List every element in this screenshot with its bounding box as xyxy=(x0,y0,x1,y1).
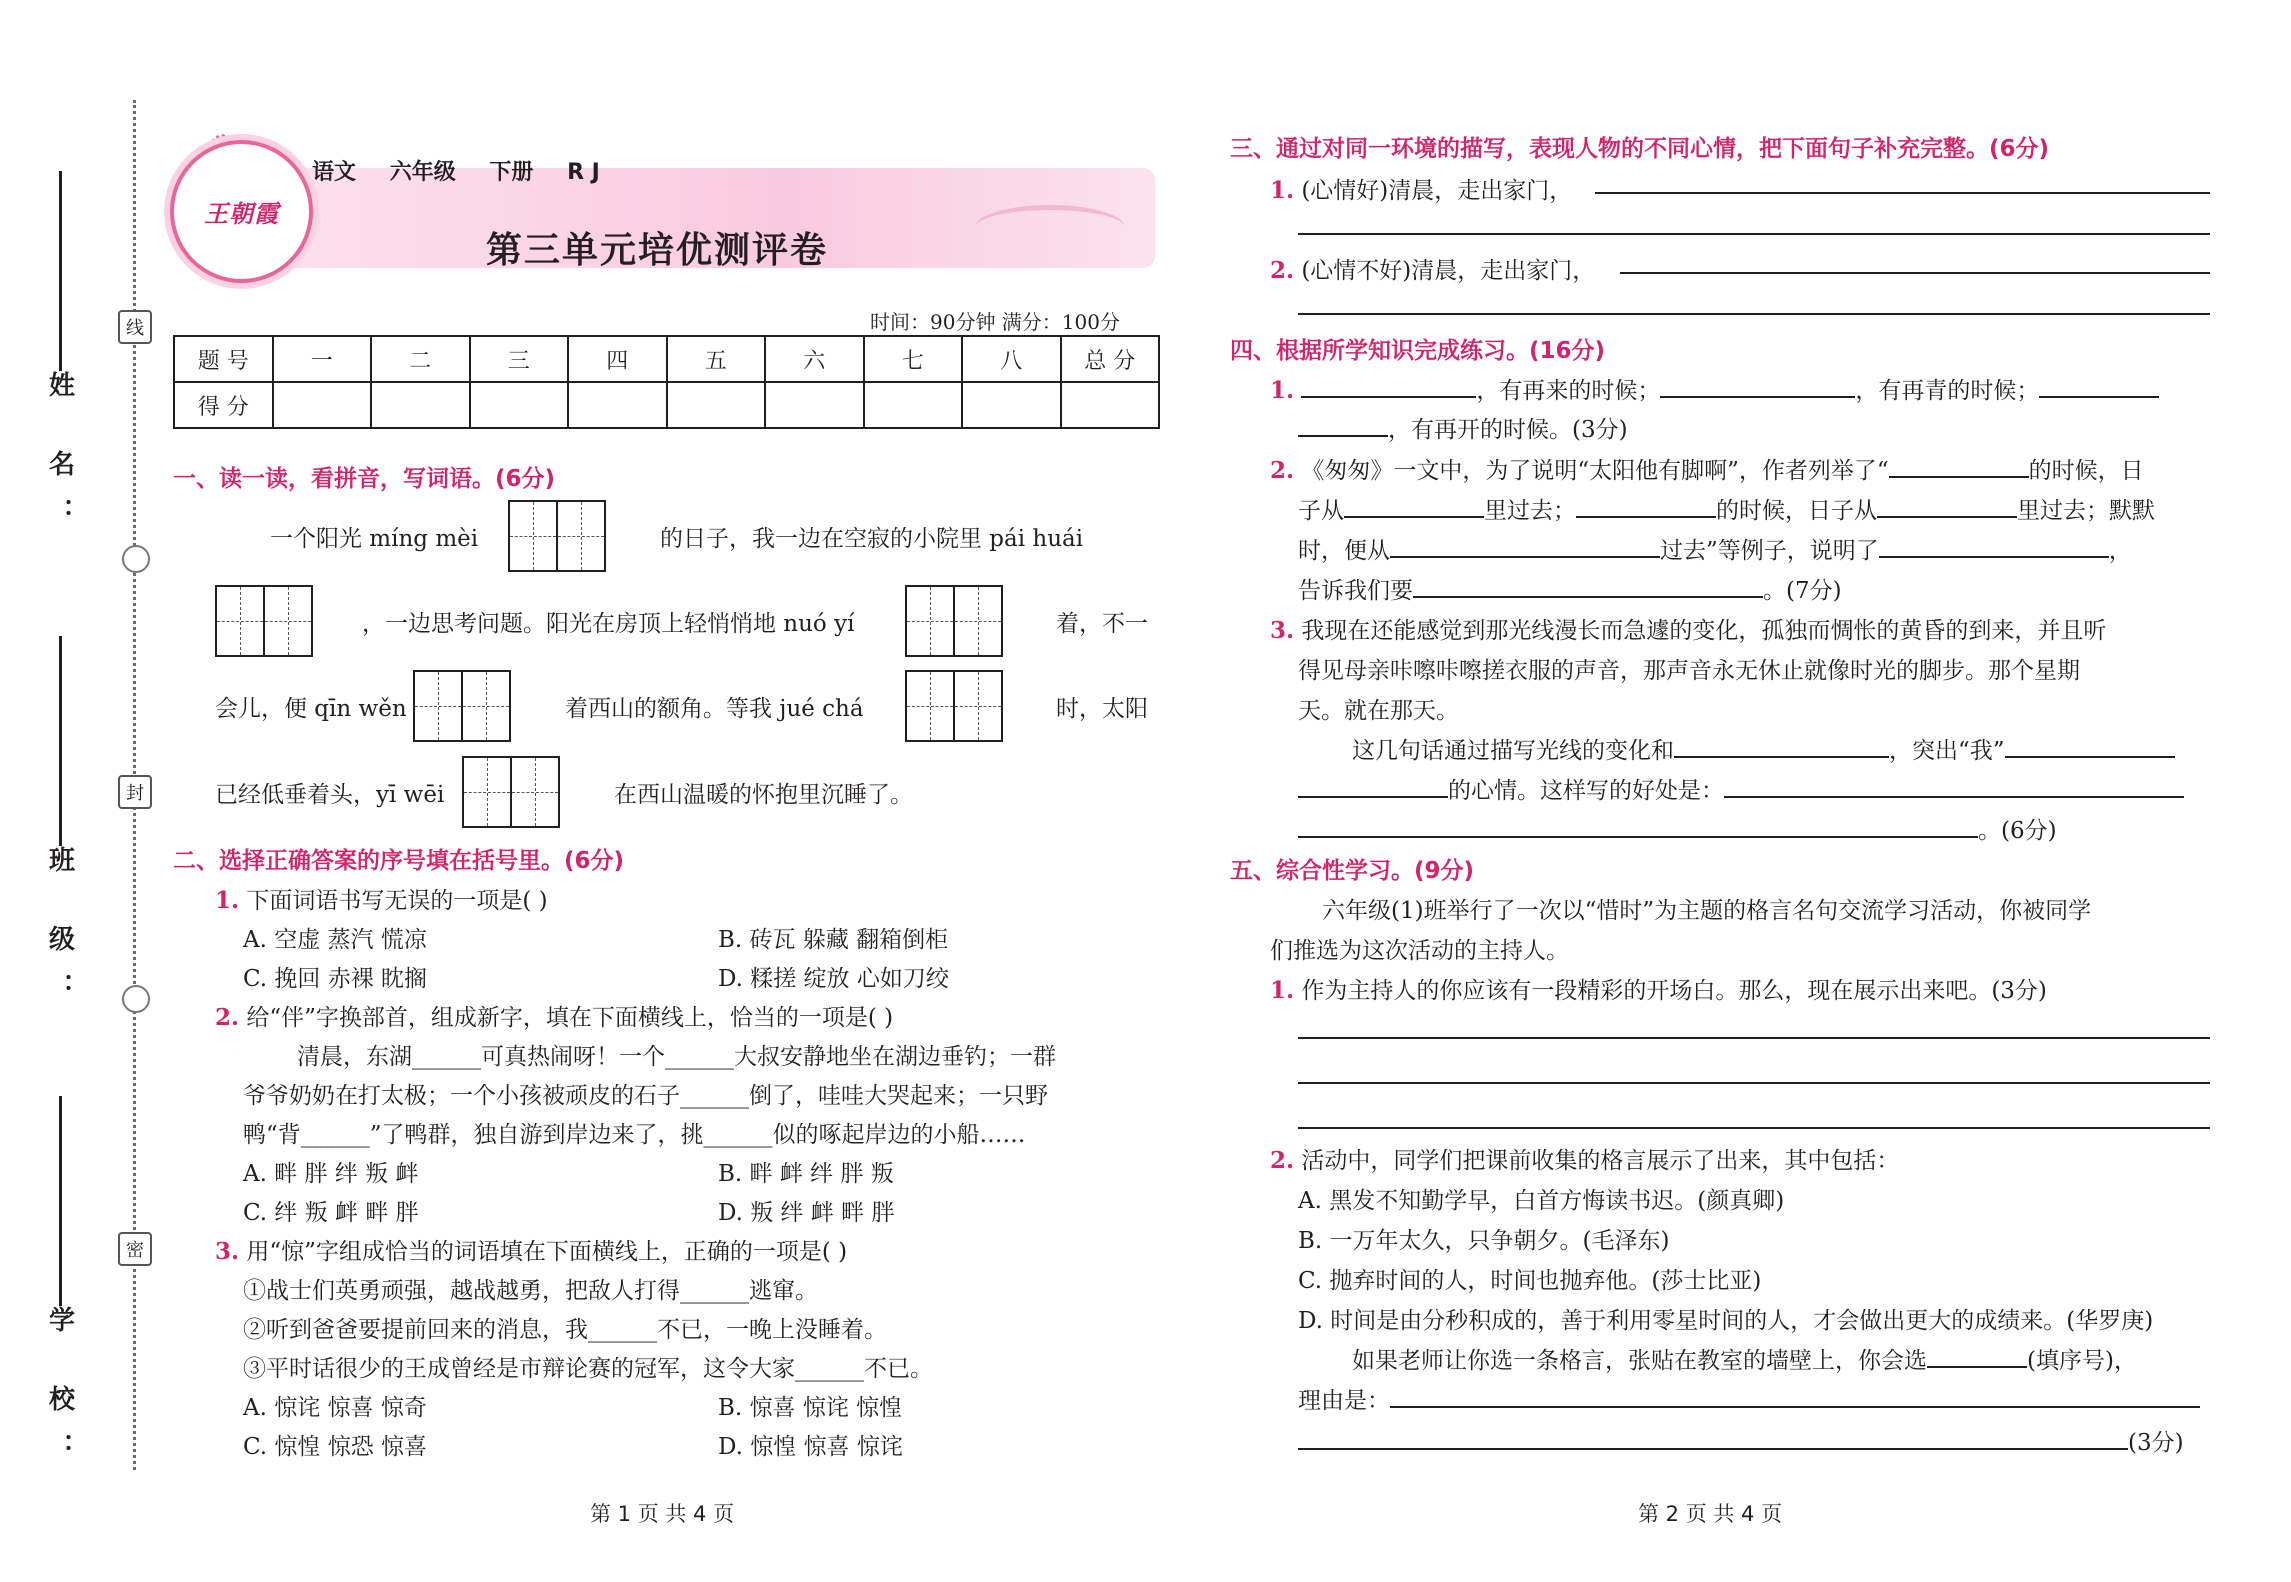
s4-q2-line2 xyxy=(1298,492,2155,525)
s4-q1-part2: ，有再青的时候； xyxy=(1855,378,2040,404)
binding-mark-dense: 密 xyxy=(118,1232,152,1266)
s5-q2-prompt-b: (填序号)， xyxy=(2027,1348,2137,1374)
fill-blank[interactable] xyxy=(1298,1428,2128,1450)
score-input-cell[interactable] xyxy=(864,382,963,428)
fill-blank[interactable] xyxy=(1927,1346,2027,1368)
fill-blank[interactable] xyxy=(1298,816,1978,838)
question-number: 2. xyxy=(1270,257,1295,284)
question-number: 2. xyxy=(215,1004,240,1031)
s4-q3-part4b: ，突出“我” xyxy=(1889,738,2005,764)
fill-blank[interactable] xyxy=(2005,736,2175,758)
s4-q2-part1b: 的时候，日 xyxy=(2028,458,2144,484)
s2-q2-para2: 爷爷奶奶在打太极；一个小孩被顽皮的石子______倒了，哇哇大哭起来；一只野 xyxy=(243,1083,1048,1109)
section-5-title: 五、综合性学习。(9分) xyxy=(1230,858,1475,884)
edition: R J xyxy=(567,160,600,185)
binding-mark-line: 线 xyxy=(118,310,152,344)
question-number: 3. xyxy=(215,1238,240,1265)
section-4-title: 四、根据所学知识完成练习。(16分) xyxy=(1230,338,1606,364)
s4-q3-line3: 天。就在那天。 xyxy=(1298,698,1459,724)
score-table-score-row xyxy=(174,382,1159,428)
s5-q2-reason xyxy=(1298,1382,2200,1415)
question-number: 1. xyxy=(215,887,240,914)
s4-q3-line4 xyxy=(1352,732,2175,765)
score-cell: 一 xyxy=(273,336,372,382)
s2-q1-option-b: B. 砖瓦 躲藏 翻箱倒柜 xyxy=(718,927,949,953)
fill-blank[interactable] xyxy=(1889,456,2029,478)
s4-q2-part2d: 里过去；默默 xyxy=(2017,498,2155,524)
question-number: 1. xyxy=(1270,177,1295,204)
s4-q3-line5 xyxy=(1298,772,2184,805)
s1-line3c: 时，太阳 xyxy=(1056,696,1148,722)
page-footer-left: 第 1 页 共 4 页 xyxy=(590,1502,735,1526)
s1-line1b: 的日子，我一边在空寂的小院里 pái huái xyxy=(660,526,1084,552)
s2-q2 xyxy=(215,999,893,1032)
s4-q2-part3c: ， xyxy=(2108,538,2132,564)
answer-line[interactable] xyxy=(1298,1082,2210,1084)
score-input-cell[interactable] xyxy=(273,382,372,428)
class-field xyxy=(40,630,80,1021)
right-page xyxy=(1190,0,2290,1582)
subject-line xyxy=(312,155,626,186)
score-cell: 七 xyxy=(864,336,963,382)
tiange-box-paihuai[interactable] xyxy=(215,585,313,657)
s2-q3-option-b: B. 惊喜 惊诧 惊惶 xyxy=(718,1395,903,1421)
s2-q2-option-a: A. 畔 胖 绊 叛 衅 xyxy=(243,1161,419,1187)
s4-q1-part1: ，有再来的时候； xyxy=(1476,378,1661,404)
s4-q2-part4b: 。(7分) xyxy=(1763,578,1842,604)
answer-line[interactable] xyxy=(1298,313,2210,315)
s4-q2-part2c: 的时候，日子从 xyxy=(1716,498,1877,524)
s4-q2-line4 xyxy=(1298,572,1842,605)
fill-blank[interactable] xyxy=(1660,376,1855,398)
score-cell: 六 xyxy=(765,336,864,382)
name-label: 姓 名： xyxy=(44,371,75,547)
term: 下册 xyxy=(489,160,534,185)
s4-q2-part1: 《匆匆》一文中，为了说明“太阳他有脚啊”，作者列举了“ xyxy=(1301,458,1889,484)
s5-intro-2: 们推选为这次活动的主持人。 xyxy=(1270,938,1569,964)
s3-q2-text: (心情不好)清晨，走出家门， xyxy=(1301,258,1596,284)
score-cell: 八 xyxy=(962,336,1061,382)
score-input-cell[interactable] xyxy=(667,382,766,428)
binding-circle-1 xyxy=(122,545,150,573)
s5-q2-reason-label: 理由是： xyxy=(1298,1388,1390,1414)
s4-q2-line1 xyxy=(1270,452,2144,485)
exam-title: 第三单元培优测评卷 xyxy=(486,230,829,271)
s2-q3-item3: ③平时话很少的王成曾经是市辩论赛的冠军，这令大家______不已。 xyxy=(243,1356,933,1382)
fill-blank[interactable] xyxy=(1413,576,1763,598)
subject: 语文 xyxy=(312,160,357,185)
s2-q2-option-d: D. 叛 绊 衅 畔 胖 xyxy=(718,1200,895,1226)
s1-line2a: ，一边思考问题。阳光在房顶上轻悄悄地 nuó yí xyxy=(362,611,855,637)
s4-q3-line2: 得见母亲咔嚓咔嚓搓衣服的声音，那声音永无休止就像时光的脚步。那个星期 xyxy=(1298,658,2080,684)
logo-text: 王朝霞 xyxy=(204,199,279,228)
score-input-cell[interactable] xyxy=(371,382,470,428)
s4-q1-line1 xyxy=(1270,372,2159,405)
s2-q3-option-c: C. 惊惶 惊恐 惊喜 xyxy=(243,1434,428,1460)
s5-q2-reason-line2 xyxy=(1298,1424,2184,1457)
s4-q3-part4a: 这几句话通过描写光线的变化和 xyxy=(1352,738,1674,764)
name-field xyxy=(40,165,80,546)
page-footer-right: 第 2 页 共 4 页 xyxy=(1638,1502,1783,1526)
s1-line2b: 着，不一 xyxy=(1056,611,1148,637)
s2-q1-option-d: D. 糅搓 绽放 心如刀绞 xyxy=(718,966,949,992)
s2-q1-text: 下面词语书写无误的一项是( ) xyxy=(246,888,548,914)
grade: 六年级 xyxy=(389,160,456,185)
fill-blank[interactable] xyxy=(1344,496,1484,518)
section-3-title: 三、通过对同一环境的描写，表现人物的不同心情，把下面句子补充完整。(6分) xyxy=(1230,136,2050,162)
binding-mark-seal: 封 xyxy=(118,775,152,809)
s2-q1-option-c: C. 挽回 赤裸 眈搁 xyxy=(243,966,428,992)
s5-q2-option-a: A. 黑发不知勤学早，白首方悔读书迟。(颜真卿) xyxy=(1298,1188,1785,1214)
s2-q3-option-a: A. 惊诧 惊喜 惊奇 xyxy=(243,1395,427,1421)
s2-q2-para1: 清晨，东湖______可真热闹呀！一个______大叔安静地坐在湖边垂钓；一群 xyxy=(297,1044,1056,1070)
fill-blank[interactable] xyxy=(1390,536,1660,558)
s5-q1 xyxy=(1270,972,2047,1005)
s5-q2-text: 活动中，同学们把课前收集的格言展示了出来，其中包括： xyxy=(1301,1148,1900,1174)
question-number: 1. xyxy=(1270,377,1295,404)
s2-q2-option-c: C. 绊 叛 衅 畔 胖 xyxy=(243,1200,419,1226)
class-label: 班 级： xyxy=(44,846,75,1022)
score-table xyxy=(173,335,1160,429)
score-cell: 三 xyxy=(470,336,569,382)
s4-q3-line1 xyxy=(1270,612,2106,645)
school-underline[interactable] xyxy=(59,1096,62,1306)
s5-q2-score: (3分) xyxy=(2128,1430,2184,1456)
s2-q2-text: 给“伴”字换部首，组成新字，填在下面横线上，恰当的一项是( ) xyxy=(246,1005,894,1031)
s4-q3-score: 。(6分) xyxy=(1978,818,2057,844)
s5-q2-option-b: B. 一万年太久，只争朝夕。(毛泽东) xyxy=(1298,1228,1670,1254)
s2-q2-option-b: B. 畔 衅 绊 胖 叛 xyxy=(718,1161,894,1187)
score-label-cell: 得 分 xyxy=(174,382,273,428)
fill-blank[interactable] xyxy=(1298,415,1388,437)
s4-q1-part3: ，有再开的时候。(3分) xyxy=(1388,417,1628,443)
s4-q2-part3b: 过去”等例子，说明了 xyxy=(1660,538,1879,564)
s4-q2-line3 xyxy=(1298,532,2132,565)
s5-q2-option-d: D. 时间是由分秒积成的，善于利用零星时间的人，才会做出更大的成绩来。(华罗庚) xyxy=(1298,1308,2154,1334)
s4-q3-part5a: 的心情。这样写的好处是： xyxy=(1448,778,1724,804)
tiange-box-nuoyi[interactable] xyxy=(905,585,1003,657)
header-swoosh xyxy=(975,205,1125,250)
fill-blank[interactable] xyxy=(1879,536,2109,558)
question-number: 1. xyxy=(1270,977,1295,1004)
binding-circle-2 xyxy=(122,985,150,1013)
score-cell: 总 分 xyxy=(1061,336,1160,382)
s4-q3-text1: 我现在还能感觉到那光线漫长而急遽的变化，孤独而惆怅的黄昏的到来，并且听 xyxy=(1301,618,2107,644)
s1-line4b: 在西山温暖的怀抱里沉睡了。 xyxy=(614,782,913,808)
s3-q1 xyxy=(1270,172,1572,205)
answer-line[interactable] xyxy=(1595,192,2210,194)
answer-line[interactable] xyxy=(1298,1127,2210,1129)
brand-logo xyxy=(170,140,313,283)
s1-line3a: 会儿，便 qīn wěn xyxy=(215,696,407,722)
s2-q1 xyxy=(215,882,548,915)
score-input-cell[interactable] xyxy=(470,382,569,428)
score-input-cell[interactable] xyxy=(568,382,667,428)
s4-q1-line2 xyxy=(1298,411,1628,444)
section-2-title: 二、选择正确答案的序号填在括号里。(6分) xyxy=(173,848,625,874)
score-cell: 四 xyxy=(568,336,667,382)
s5-q2-prompt xyxy=(1352,1342,2137,1375)
tiange-box-yiwei[interactable] xyxy=(462,756,560,828)
fill-blank[interactable] xyxy=(1301,376,1476,398)
s4-q2-part4a: 告诉我们要 xyxy=(1298,578,1413,604)
s4-q3-line6 xyxy=(1298,812,2057,845)
class-underline[interactable] xyxy=(59,636,62,846)
section-1-title: 一、读一读，看拼音，写词语。(6分) xyxy=(173,466,556,492)
question-number: 2. xyxy=(1270,1147,1295,1174)
question-number: 2. xyxy=(1270,457,1295,484)
s2-q3-text: 用“惊”字组成恰当的词语填在下面横线上，正确的一项是( ) xyxy=(246,1239,848,1265)
fill-blank[interactable] xyxy=(1674,736,1889,758)
fill-blank[interactable] xyxy=(1390,1386,2200,1408)
s5-q2-prompt-a: 如果老师让你选一条格言，张贴在教室的墙壁上，你会选 xyxy=(1352,1348,1927,1374)
score-input-cell[interactable] xyxy=(765,382,864,428)
fill-blank[interactable] xyxy=(1298,776,1448,798)
question-number: 3. xyxy=(1270,617,1295,644)
fill-blank[interactable] xyxy=(2039,376,2159,398)
score-cell: 题 号 xyxy=(174,336,273,382)
s4-q2-part2b: 里过去； xyxy=(1484,498,1576,524)
s4-q2-part2a: 子从 xyxy=(1298,498,1344,524)
s5-q2-option-c: C. 抛弃时间的人，时间也抛弃他。(莎士比亚) xyxy=(1298,1268,1762,1294)
s3-q2 xyxy=(1270,252,1595,285)
s1-line4a: 已经低垂着头，yī wēi xyxy=(215,782,445,808)
answer-line[interactable] xyxy=(1298,1037,2210,1039)
school-label: 学 校： xyxy=(44,1306,75,1482)
fill-blank[interactable] xyxy=(1724,776,2184,798)
time-info: 时间：90分钟 满分：100分 xyxy=(870,310,1120,334)
tiange-box-mingmei[interactable] xyxy=(508,500,606,572)
name-underline[interactable] xyxy=(59,171,62,371)
score-input-cell[interactable] xyxy=(1061,382,1160,428)
s2-q3 xyxy=(215,1233,847,1266)
school-field xyxy=(40,1090,80,1481)
answer-line[interactable] xyxy=(1298,233,2210,235)
s2-q3-item1: ①战士们英勇顽强，越战越勇，把敌人打得______逃窜。 xyxy=(243,1278,818,1304)
fill-blank[interactable] xyxy=(1877,496,2017,518)
s2-q3-item2: ②听到爸爸要提前回来的消息，我______不已，一晚上没睡着。 xyxy=(243,1317,887,1343)
score-cell: 五 xyxy=(667,336,766,382)
s5-intro-1: 六年级(1)班举行了一次以“惜时”为主题的格言名句交流学习活动，你被同学 xyxy=(1322,898,2092,924)
binding-strip xyxy=(0,0,170,1582)
s2-q3-option-d: D. 惊惶 惊喜 惊诧 xyxy=(718,1434,903,1460)
score-cell: 二 xyxy=(371,336,470,382)
s2-q2-para3: 鸭“背______”了鸭群，独自游到岸边来了，挑______似的啄起岸边的小船…… xyxy=(243,1122,1026,1148)
s2-q1-option-a: A. 空虚 蒸汽 慌凉 xyxy=(243,927,427,953)
fill-blank[interactable] xyxy=(1576,496,1716,518)
s1-line1a: 一个阳光 míng mèi xyxy=(270,526,479,552)
tiange-box-juecha[interactable] xyxy=(905,670,1003,742)
s3-q1-text: (心情好)清晨，走出家门， xyxy=(1301,178,1573,204)
s4-q2-part3a: 时，便从 xyxy=(1298,538,1390,564)
s1-line3b: 着西山的额角。等我 jué chá xyxy=(565,696,864,722)
score-table-header-row xyxy=(174,336,1159,382)
s5-q1-text: 作为主持人的你应该有一段精彩的开场白。那么，现在展示出来吧。(3分) xyxy=(1301,978,2047,1004)
score-input-cell[interactable] xyxy=(962,382,1061,428)
tiange-box-qinwen[interactable] xyxy=(413,670,511,742)
s5-q2 xyxy=(1270,1142,1899,1175)
answer-line[interactable] xyxy=(1620,272,2210,274)
